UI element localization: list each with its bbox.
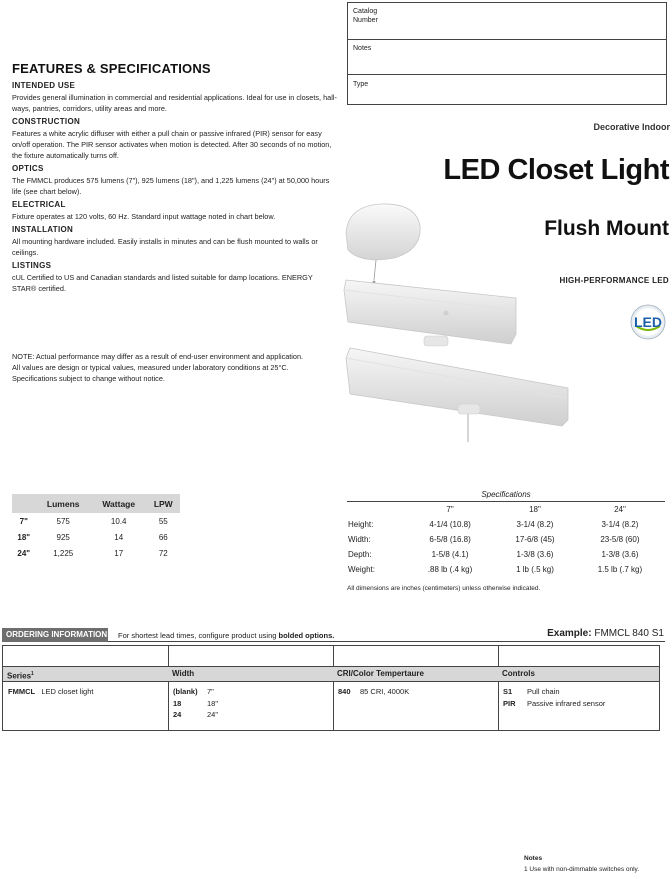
spec-cell: 4-1/4 (10.8) <box>429 520 471 529</box>
ordering-instruction-bold: bolded options. <box>278 631 335 640</box>
product-tagline: HIGH-PERFORMANCE LED <box>559 276 669 285</box>
section-text-construction: Features a white acrylic diffuser with either a pull chain or passive infrared (PIR) sensor for easy on/off operation. The PIR sensor activates when motion is detected. After 30 seconds of no motion, the fixture automatically turns off. <box>12 129 332 160</box>
ordering-column-cri <box>333 646 499 730</box>
spec-header-cell: 18" <box>529 505 541 514</box>
option-code: 18 <box>173 698 182 708</box>
notes-footer <box>524 853 639 875</box>
note-line: Specifications subject to change without notice. <box>12 374 165 383</box>
ordering-header-series <box>3 666 168 682</box>
lumens-cell: 925 <box>56 532 70 542</box>
example-value: FMMCL 840 S1 <box>594 628 664 639</box>
section-text-installation: All mounting hardware included. Easily installs in minutes and can be flush mounted to walls or ceilings. <box>12 237 318 257</box>
spec-cell: 6-5/8 (16.8) <box>429 535 471 544</box>
spec-cell: 3-1/4 (8.2) <box>601 520 639 529</box>
note-line: NOTE: Actual performance may differ as a result of end-user environment and application. <box>12 352 304 361</box>
features-sections <box>12 81 337 294</box>
spec-label: Width: <box>348 535 371 544</box>
lumens-header-row <box>12 494 180 513</box>
ordering-option <box>173 686 333 698</box>
ordering-instruction-text: For shortest lead times, configure product using <box>118 631 279 640</box>
lumens-row <box>12 513 180 529</box>
ordering-option <box>503 686 659 698</box>
section-title-installation: INSTALLATION <box>12 225 74 234</box>
notes-title: Notes <box>524 855 543 862</box>
section-title-listings: LISTINGS <box>12 261 52 270</box>
option-code: S1 <box>503 687 513 696</box>
ordering-column-series <box>3 646 169 730</box>
notes-label: Notes <box>353 45 372 52</box>
spec-label: Weight: <box>348 565 375 574</box>
ordering-option <box>333 686 498 698</box>
spec-cell: 1-5/8 (4.1) <box>431 550 469 559</box>
ordering-header-cri: CRI/Color Tempertaure <box>333 666 498 682</box>
section-text-listings: cUL Certified to US and Canadian standards and listed suitable for damp locations. ENERGY STAR® certified. <box>12 273 313 293</box>
note-line: All values are design or typical values, measured under laboratory conditions at 25°C. <box>12 363 289 372</box>
ordering-option <box>173 698 333 710</box>
ordering-option <box>173 709 333 721</box>
led-badge-text: LED <box>634 314 662 330</box>
lumens-cell: 575 <box>56 516 70 526</box>
lumens-table <box>12 494 180 561</box>
wattage-cell: 14 <box>114 532 124 542</box>
spec-label: Height: <box>348 520 374 529</box>
option-code: 24 <box>173 710 182 719</box>
lumens-size-cell: 7" <box>19 516 28 526</box>
wattage-cell: 17 <box>114 548 124 558</box>
spec-row <box>347 532 665 547</box>
option-desc: LED closet light <box>41 687 94 696</box>
lumens-header-cell: Wattage <box>91 494 147 513</box>
product-category: Decorative Indoor <box>593 122 670 132</box>
spec-cell: 1 lb (.5 kg) <box>516 565 554 574</box>
ordering-example <box>547 628 664 639</box>
section-title-intended-use: INTENDED USE <box>12 81 76 90</box>
section-text-electrical: Fixture operates at 120 volts, 60 Hz. Standard input wattage noted in chart below. <box>12 212 276 221</box>
section-title-electrical: ELECTRICAL <box>12 200 66 209</box>
ordering-option <box>503 698 659 710</box>
option-desc: 85 CRI, 4000K <box>360 687 410 696</box>
ordering-column-controls <box>498 646 659 730</box>
catalog-number-label: Catalog Number <box>353 8 378 24</box>
lumens-cell: 1,225 <box>53 548 74 558</box>
option-code: 840 <box>338 687 351 696</box>
spec-label: Depth: <box>348 550 372 559</box>
spec-cell: 1.5 lb (.7 kg) <box>597 565 643 574</box>
ordering-options <box>498 686 659 710</box>
spec-cell: 1-3/8 (3.6) <box>516 550 554 559</box>
lumens-size-cell: 18" <box>17 532 31 542</box>
ordering-header-controls: Controls <box>498 666 659 682</box>
lpw-cell: 72 <box>158 548 168 558</box>
ordering-option <box>3 686 168 698</box>
option-desc: Passive infrared sensor <box>527 699 606 708</box>
spec-header-cell: 24" <box>614 505 626 514</box>
spec-header-row <box>347 502 665 517</box>
wattage-cell: 10.4 <box>110 516 127 526</box>
option-desc: Pull chain <box>527 687 560 696</box>
spec-header-cell: 7" <box>446 505 454 514</box>
spec-footnote: All dimensions are inches (centimeters) unless otherwise indicated. <box>347 585 541 592</box>
lpw-cell: 55 <box>158 516 168 526</box>
option-desc: 7" <box>207 687 214 696</box>
spec-row <box>347 517 665 532</box>
ordering-header-sup: 1 <box>31 671 34 677</box>
ordering-tag: ORDERING INFORMATION <box>2 628 108 642</box>
type-field[interactable] <box>348 74 666 104</box>
option-code: PIR <box>503 699 516 708</box>
lumens-size-cell: 24" <box>17 548 31 558</box>
option-desc: 18" <box>207 698 219 708</box>
ordering-header-width: Width <box>168 666 333 682</box>
lumens-row <box>12 529 180 545</box>
led-badge-icon <box>630 304 666 340</box>
spec-cell: 17-6/8 (45) <box>515 535 555 544</box>
notes-field[interactable] <box>348 39 666 75</box>
spec-cell: 3-1/4 (8.2) <box>516 520 554 529</box>
type-label: Type <box>353 81 369 88</box>
lumens-header-cell: Lumens <box>36 494 91 513</box>
lpw-cell: 66 <box>158 532 168 542</box>
spec-header-cell <box>347 502 405 517</box>
lumens-row <box>12 545 180 561</box>
catalog-number-field[interactable] <box>348 3 666 40</box>
section-title-construction: CONSTRUCTION <box>12 117 81 126</box>
performance-note <box>12 351 342 384</box>
option-code: FMMCL <box>8 687 36 696</box>
ordering-table <box>2 645 660 731</box>
specifications-table <box>347 502 665 577</box>
ordering-options <box>168 686 333 721</box>
specifications-block <box>347 490 665 592</box>
notes-item: 1 Use with non-dimmable switches only. <box>524 866 640 873</box>
project-info-box <box>347 2 667 105</box>
lumens-header-cell <box>12 494 36 513</box>
example-label: Example: <box>547 628 592 639</box>
section-text-intended-use: Provides general illumination in commercial and residential applications. Ideal for use in closets, hall-ways, pantries, corridors, utility areas and more. <box>12 93 337 113</box>
product-image <box>336 198 576 448</box>
spec-row <box>347 547 665 562</box>
option-desc: 24" <box>207 710 219 719</box>
option-code: (blank) <box>173 687 198 696</box>
spec-cell: 1-3/8 (3.6) <box>601 550 639 559</box>
product-subtitle: Flush Mount <box>544 217 669 240</box>
spec-cell: .88 lb (.4 kg) <box>427 565 473 574</box>
section-title-optics: OPTICS <box>12 164 44 173</box>
product-title: LED Closet Light <box>443 154 669 186</box>
features-heading: FEATURES & SPECIFICATIONS <box>12 61 211 76</box>
specifications-title: Specifications <box>347 490 665 502</box>
spec-cell: 23-5/8 (60) <box>600 535 640 544</box>
section-text-optics: The FMMCL produces 575 lumens (7"), 925 lumens (18"), and 1,225 lumens (24") at 50,000 hours life (see chart below). <box>12 176 330 196</box>
ordering-header-text: Series <box>7 671 32 681</box>
ordering-column-width <box>168 646 334 730</box>
ordering-instruction <box>118 631 334 640</box>
lumens-header-cell: LPW <box>147 494 180 513</box>
spec-row <box>347 562 665 577</box>
